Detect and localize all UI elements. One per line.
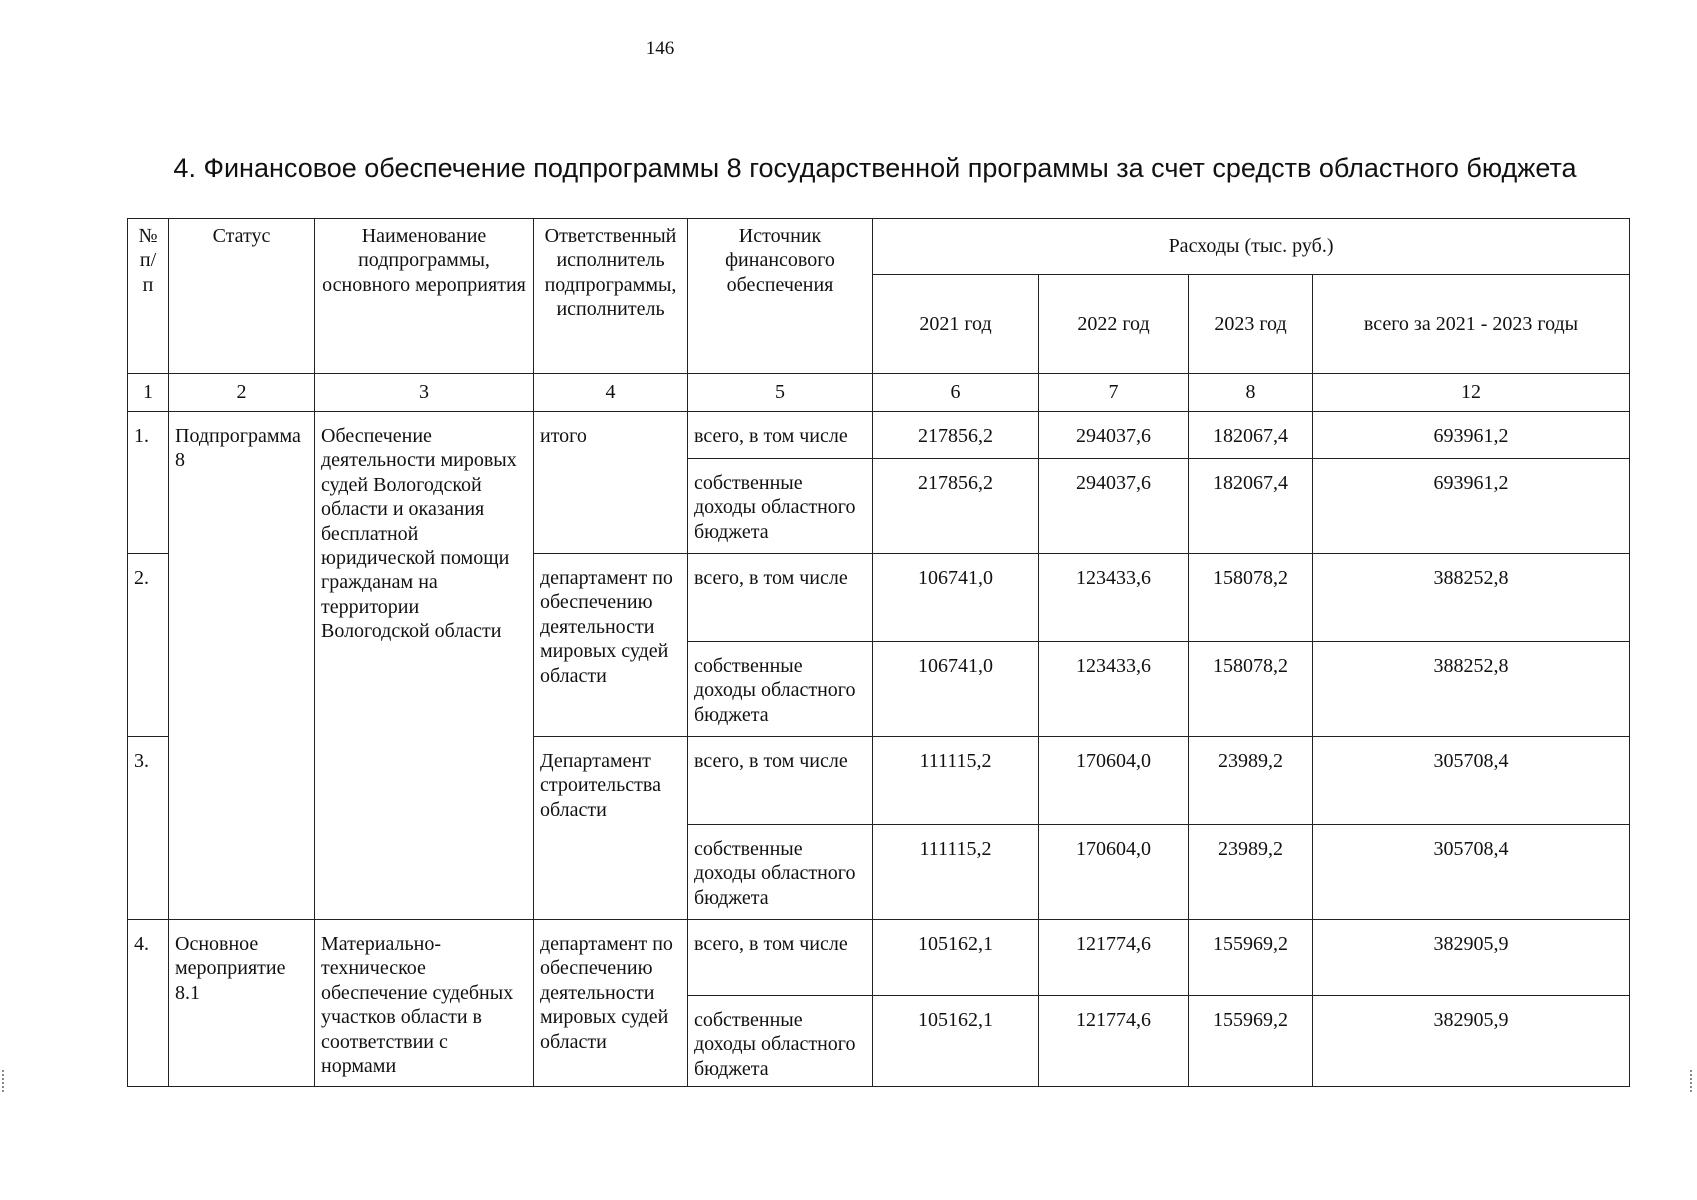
name-cell: Обеспечение деятельности мировых судей Вологодской области и оказания бесплатной юридической помощи гражданам на территории Вологодской области [315,412,534,920]
header-total: всего за 2021 - 2023 годы [1313,275,1630,374]
header-year-2021: 2021 год [873,275,1039,374]
value-2021: 106741,0 [873,642,1039,737]
col-number: 3 [315,374,534,412]
scan-edge-mark [1690,1070,1696,1092]
source-cell: собственные доходы областного бюджета [688,825,873,920]
value-2023: 23989,2 [1189,825,1313,920]
row-index: 1. [128,412,169,554]
value-2021: 111115,2 [873,737,1039,825]
value-2021: 105162,1 [873,920,1039,996]
col-number: 5 [688,374,873,412]
value-2022: 121774,6 [1039,996,1189,1087]
value-2022: 170604,0 [1039,825,1189,920]
source-cell: всего, в том числе [688,412,873,459]
value-2023: 155969,2 [1189,996,1313,1087]
value-2021: 105162,1 [873,996,1039,1087]
value-2022: 123433,6 [1039,554,1189,642]
value-2021: 217856,2 [873,412,1039,459]
status-cell: Основное мероприятие 8.1 [169,920,315,1087]
header-status: Статус [169,219,315,374]
header-expenses: Расходы (тыс. руб.) [873,219,1630,275]
status-cell: Подпрограмма 8 [169,412,315,920]
table-row [128,412,1630,459]
value-2021: 217856,2 [873,459,1039,554]
col-number: 7 [1039,374,1189,412]
value-2023: 158078,2 [1189,554,1313,642]
row-index: 4. [128,920,169,1087]
source-cell: собственные доходы областного бюджета [688,459,873,554]
row-index: 2. [128,554,169,737]
header-year-2022: 2022 год [1039,275,1189,374]
col-number: 6 [873,374,1039,412]
executor-cell: Департамент строительства области [534,737,688,920]
value-total: 693961,2 [1313,459,1630,554]
value-total: 388252,8 [1313,642,1630,737]
document-title: 4. Финансовое обеспечение подпрограммы 8 государственной программы за счет средств областного бюджета [173,153,1577,183]
value-2023: 182067,4 [1189,412,1313,459]
value-2022: 123433,6 [1039,642,1189,737]
source-cell: всего, в том числе [688,920,873,996]
header-source: Источник финансового обеспечения [688,219,873,374]
value-2022: 294037,6 [1039,412,1189,459]
executor-cell: департамент по обеспечению деятельности мировых судей области [534,554,688,737]
executor-cell: итого [534,412,688,554]
header-no: № п/ п [128,219,169,374]
value-total: 305708,4 [1313,825,1630,920]
value-total: 382905,9 [1313,996,1630,1087]
header-year-2023: 2023 год [1189,275,1313,374]
source-cell: всего, в том числе [688,554,873,642]
value-2021: 111115,2 [873,825,1039,920]
row-index: 3. [128,737,169,920]
value-2022: 170604,0 [1039,737,1189,825]
value-2021: 106741,0 [873,554,1039,642]
source-cell: собственные доходы областного бюджета [688,642,873,737]
col-number: 12 [1313,374,1630,412]
col-number: 2 [169,374,315,412]
value-2023: 155969,2 [1189,920,1313,996]
header-executor: Ответственный исполнитель подпрограммы, исполнитель [534,219,688,374]
page-number: 146 [645,38,675,59]
value-2023: 23989,2 [1189,737,1313,825]
value-2022: 294037,6 [1039,459,1189,554]
value-total: 382905,9 [1313,920,1630,996]
value-total: 388252,8 [1313,554,1630,642]
value-2022: 121774,6 [1039,920,1189,996]
value-total: 305708,4 [1313,737,1630,825]
scan-edge-mark [2,1070,8,1092]
name-cell: Материально-техническое обеспечение судебных участков области в соответствии с нормами [315,920,534,1087]
header-name: Наименование подпрограммы, основного мероприятия [315,219,534,374]
source-cell: собственные доходы областного бюджета [688,996,873,1087]
executor-cell: департамент по обеспечению деятельности мировых судей области [534,920,688,1087]
col-number: 1 [128,374,169,412]
col-number: 8 [1189,374,1313,412]
col-number: 4 [534,374,688,412]
table-row [128,920,1630,996]
column-numbers-row [128,374,1630,412]
value-total: 693961,2 [1313,412,1630,459]
value-2023: 182067,4 [1189,459,1313,554]
source-cell: всего, в том числе [688,737,873,825]
value-2023: 158078,2 [1189,642,1313,737]
financing-table [127,218,1630,1087]
